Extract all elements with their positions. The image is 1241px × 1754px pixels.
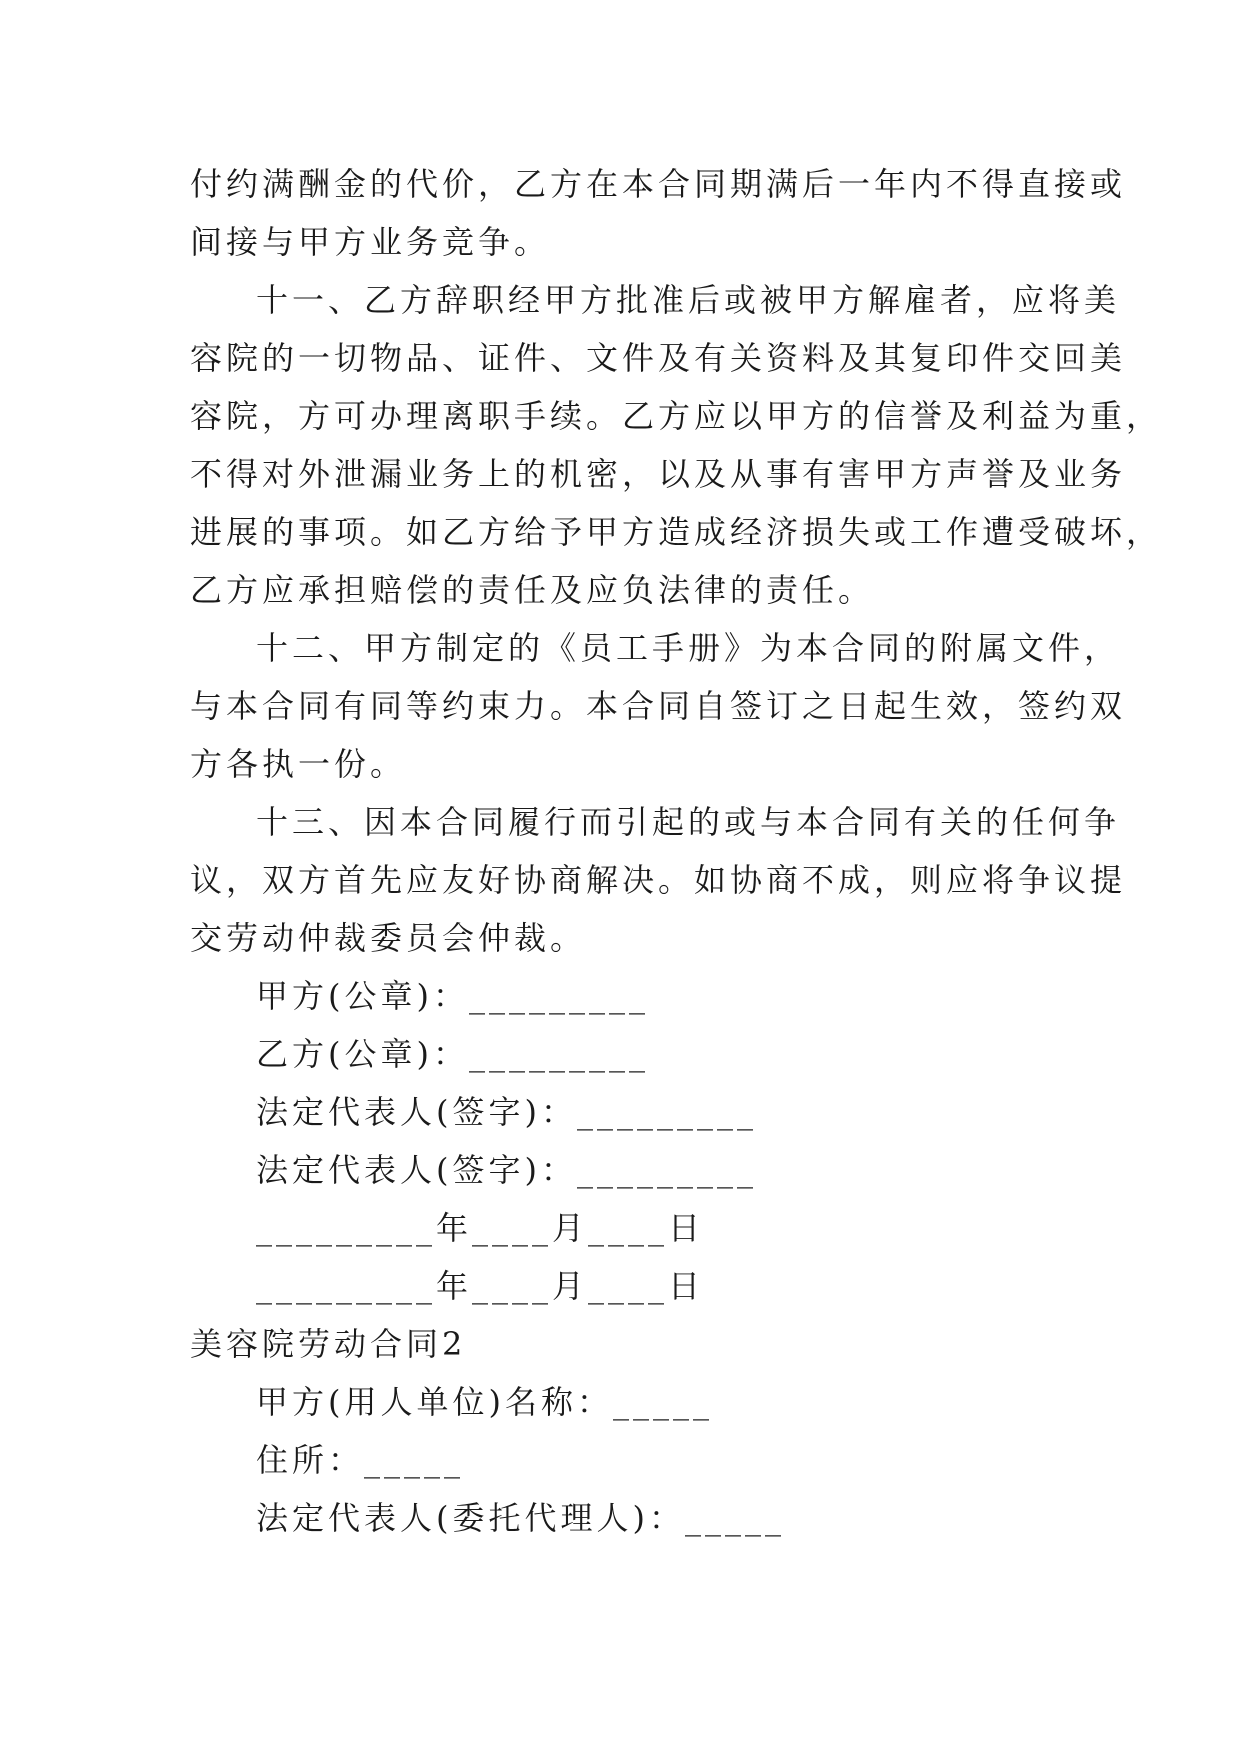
text-line: 间接与甲方业务竞争。 (190, 223, 551, 261)
section-title: 美容院劳动合同2 (190, 1325, 467, 1363)
legal-rep-agent-line: 法定代表人(委托代理人)：_____ (256, 1499, 785, 1537)
date-line: _________年____月____日 (256, 1209, 705, 1247)
text-line: 付约满酬金的代价，乙方在本合同期满后一年内不得直接或 (190, 165, 1127, 203)
text-line: 议，双方首先应友好协商解决。如协商不成，则应将争议提 (190, 861, 1127, 899)
text-line: 进展的事项。如乙方给予甲方造成经济损失或工作遭受破坏， (190, 513, 1163, 551)
text-line: 方各执一份。 (190, 745, 407, 783)
legal-rep-signature-line: 法定代表人(签字)：_________ (256, 1093, 757, 1131)
party-a-seal-line: 甲方(公章)：_________ (256, 977, 649, 1015)
date-line: _________年____月____日 (256, 1267, 705, 1305)
legal-rep-signature-line: 法定代表人(签字)：_________ (256, 1151, 757, 1189)
party-b-seal-line: 乙方(公章)：_________ (256, 1035, 649, 1073)
clause-12-start: 十二、甲方制定的《员工手册》为本合同的附属文件， (256, 629, 1121, 667)
address-line: 住所：_____ (256, 1441, 465, 1479)
clause-13-start: 十三、因本合同履行而引起的或与本合同有关的任何争 (256, 803, 1121, 841)
text-line: 容院的一切物品、证件、文件及有关资料及其复印件交回美 (190, 339, 1127, 377)
clause-11-start: 十一、乙方辞职经甲方批准后或被甲方解雇者，应将美 (256, 281, 1121, 319)
text-line: 乙方应承担赔偿的责任及应负法律的责任。 (190, 571, 875, 609)
text-line: 容院，方可办理离职手续。乙方应以甲方的信誉及利益为重， (190, 397, 1163, 435)
text-line: 不得对外泄漏业务上的机密，以及从事有害甲方声誉及业务 (190, 455, 1127, 493)
employer-name-line: 甲方(用人单位)名称：_____ (256, 1383, 713, 1421)
text-line: 与本合同有同等约束力。本合同自签订之日起生效，签约双 (190, 687, 1127, 725)
text-line: 交劳动仲裁委员会仲裁。 (190, 919, 587, 957)
